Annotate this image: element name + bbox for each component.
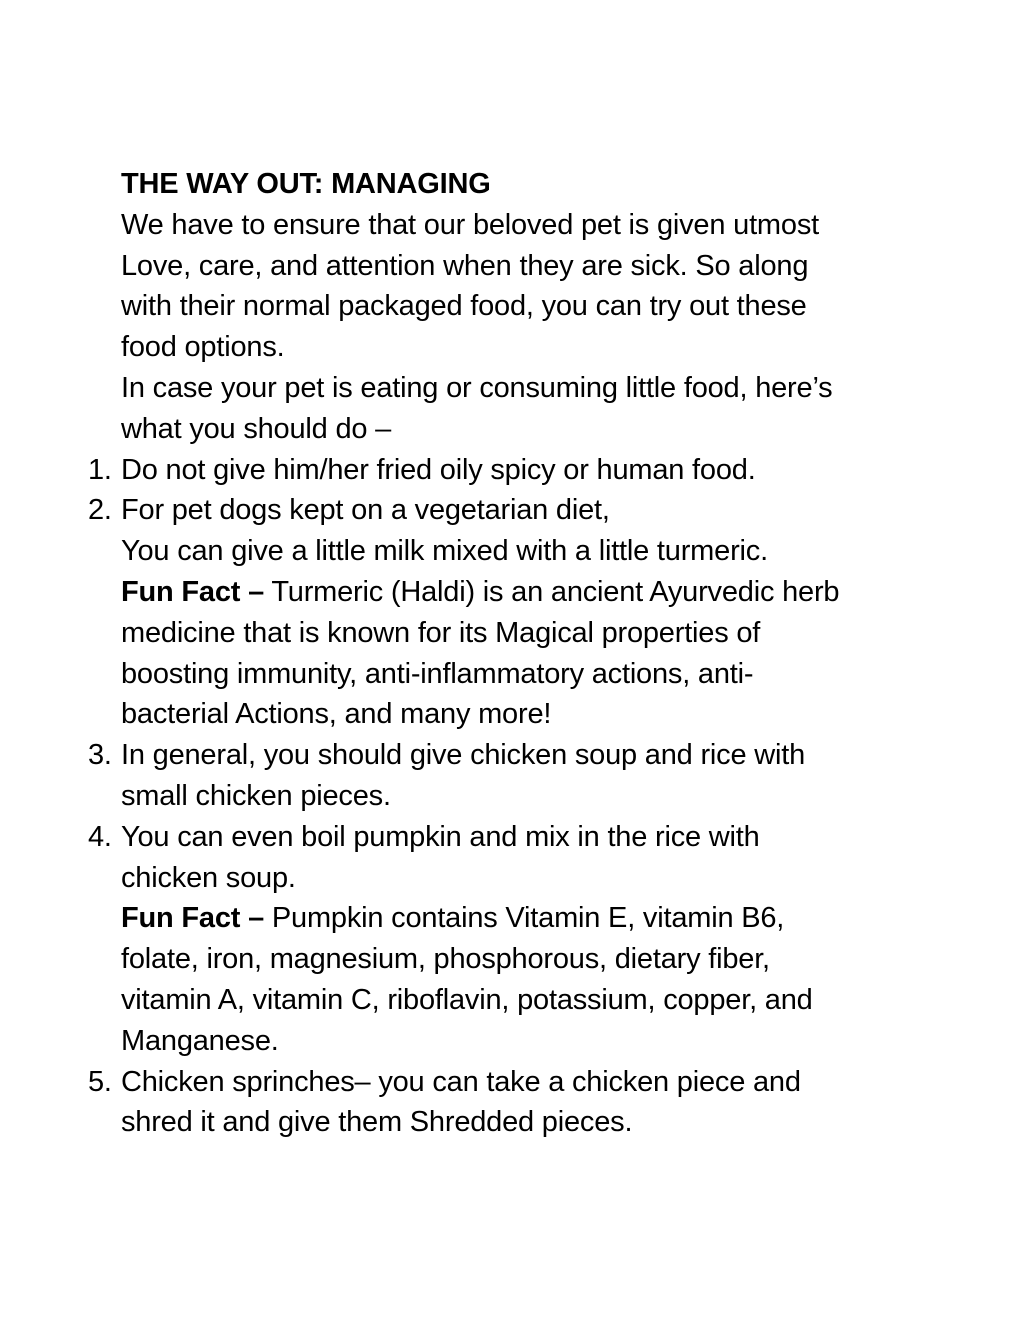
list-item-text: Chicken sprinches– you can take a chicken piece and [121, 1065, 801, 1098]
list-item-number: 2. [88, 494, 112, 527]
list-item [0, 817, 1024, 858]
intro-line: In case your pet is eating or consuming little food, here’s [121, 371, 833, 404]
fun-fact-text: boosting immunity, anti-inflammatory actions, anti- [121, 657, 754, 690]
fun-fact-line [0, 898, 1024, 939]
list-item [0, 450, 1024, 491]
list-item [0, 735, 1024, 776]
fun-fact-line [0, 572, 1024, 613]
fun-fact-label: Fun Fact – [121, 575, 265, 608]
fun-fact-text: Pumpkin contains Vitamin E, vitamin B6, [264, 902, 785, 935]
fun-fact-label: Fun Fact – [121, 902, 265, 935]
list-item-text: You can give a little milk mixed with a little turmeric. [121, 535, 768, 568]
fun-fact-text: Manganese. [121, 1024, 279, 1057]
intro-line: We have to ensure that our beloved pet is given utmost [121, 208, 819, 241]
list-item [0, 490, 1024, 531]
list-item-text: chicken soup. [121, 861, 296, 894]
fun-fact-text: Turmeric (Haldi) is an ancient Ayurvedic herb [264, 575, 840, 608]
fun-fact-text: medicine that is known for its Magical properties of [121, 616, 761, 649]
list-item-text: You can even boil pumpkin and mix in the rice with [121, 820, 760, 853]
intro-line: Love, care, and attention when they are sick. So along [121, 249, 809, 282]
list-item-text: small chicken pieces. [121, 779, 391, 812]
intro-line: what you should do – [121, 412, 392, 445]
list-item-text: In general, you should give chicken soup and rice with [121, 739, 806, 772]
list-item-number: 3. [88, 739, 112, 772]
list-item-text: For pet dogs kept on a vegetarian diet, [121, 494, 610, 527]
intro-line: with their normal packaged food, you can try out these [121, 290, 807, 323]
fun-fact-text: vitamin A, vitamin C, riboflavin, potassium, copper, and [121, 983, 813, 1016]
document-page [0, 164, 1024, 1143]
list-item-number: 5. [88, 1065, 112, 1098]
fun-fact-text: folate, iron, magnesium, phosphorous, dietary fiber, [121, 943, 770, 976]
list-item-text: shred it and give them Shredded pieces. [121, 1106, 633, 1139]
fun-fact-text: bacterial Actions, and many more! [121, 698, 552, 731]
section-heading: THE WAY OUT: MANAGING [121, 168, 491, 200]
intro-line: food options. [121, 331, 285, 364]
list-item-number: 1. [88, 453, 112, 486]
list-item-number: 4. [88, 820, 112, 853]
list-item-text: Do not give him/her fried oily spicy or human food. [121, 453, 756, 486]
list-item [0, 1062, 1024, 1103]
